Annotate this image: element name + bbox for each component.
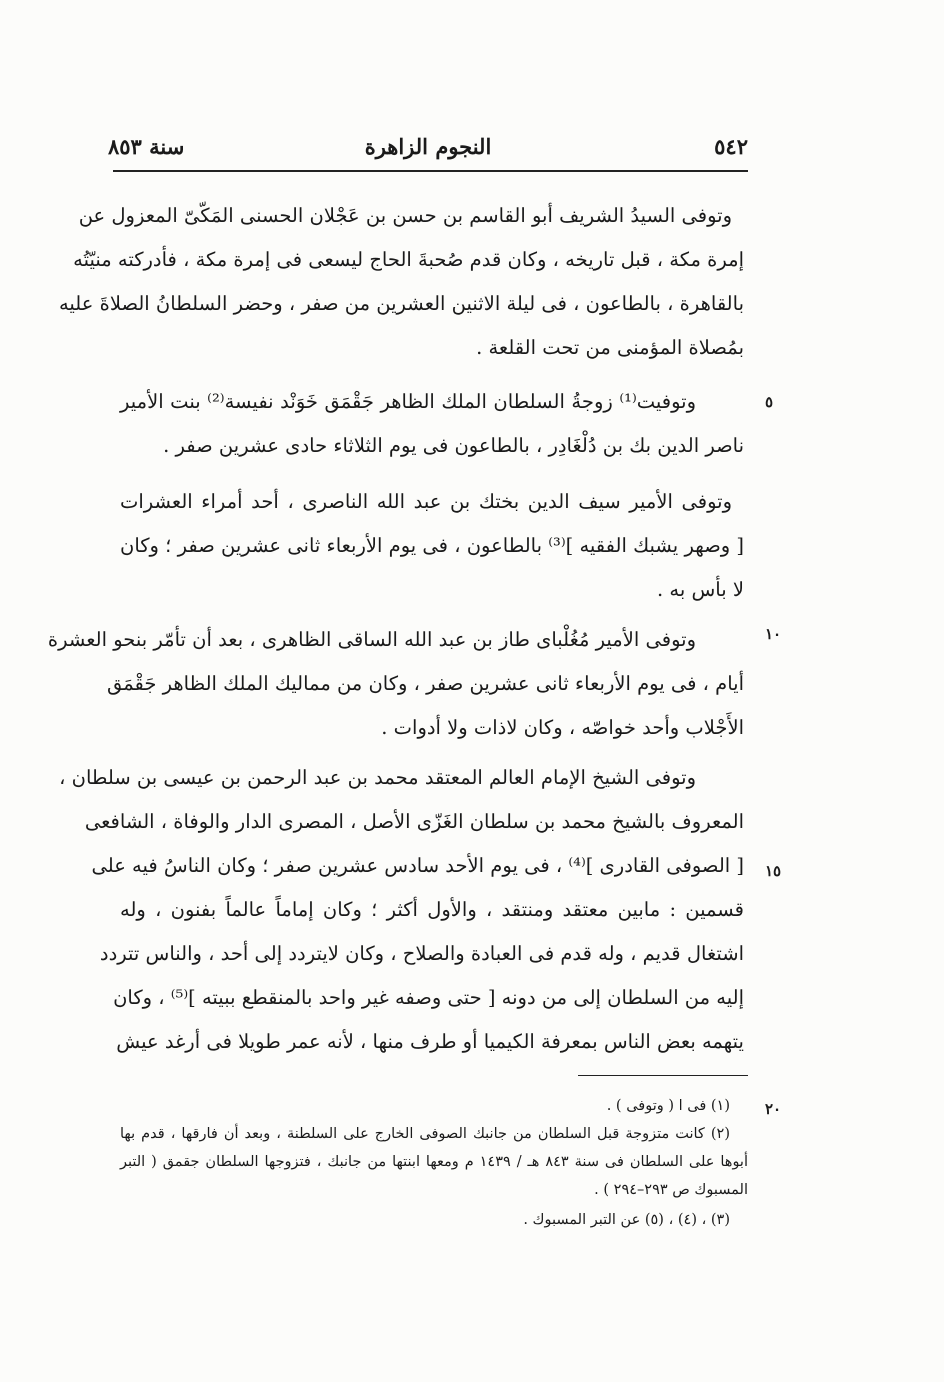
paragraph [106, 662, 744, 750]
footnote [120, 1206, 730, 1234]
page-number: ٥٤٢ [714, 134, 748, 159]
paragraph [84, 800, 744, 1064]
paragraph [120, 424, 744, 468]
paragraph [120, 380, 696, 424]
running-title: النجوم الزاهرة [364, 134, 492, 159]
margin-line-number: ٥ [765, 393, 774, 411]
paragraph [78, 194, 732, 238]
running-year: سنة ٨٥٣ [108, 134, 185, 159]
margin-line-number: ١٥ [765, 862, 782, 880]
text-line: إمرة مكة ، قبل تاريخه ، وكان قدم صُحبةَ الحاج ليسعى فى إمرة مكة ، فأدركته منيّتُه [73, 248, 744, 271]
text-line: [ وصهر يشبك الفقيه ]⁽³⁾ بالطاعون ، فى يوم الأربعاء ثانى عشرين صفر ؛ وكان [120, 534, 744, 557]
page-header [108, 134, 748, 164]
text-line: [ الصوفى القادرى ]⁽⁴⁾ ، فى يوم الأحد سادس عشرين صفر ؛ وكان الناسُ فيه على [91, 854, 744, 877]
margin-line-number: ٢٠ [765, 1100, 782, 1118]
text-line: وتوفى الأمير سيف الدين بختك بن عبد الله الناصرى ، أحد أمراء العشرات [120, 490, 732, 513]
text-line: الأَجْلاب وأحد خواصّه ، وكان لاذات ولا أدوات . [381, 716, 744, 739]
text-line: إليه من السلطان إلى من دونه [ حتى وصفه غير واحد بالمنقطع ببيته ]⁽⁵⁾ ، وكان [113, 986, 744, 1009]
footnote-line: (٢) كانت متزوجة قبل السلطان من جانبك الصوفى الخارج على السلطنة ، وبعد أن فارقها ، قدم بها [120, 1126, 730, 1142]
footnote-line: (٣) ، (٤) ، (٥) عن التبر المسبوك . [523, 1212, 730, 1228]
footnote-rule [578, 1075, 748, 1076]
text-line: وتوفيت⁽¹⁾ زوجةُ السلطان الملك الظاهر جَقْمَق خَوَنْد نفيسة⁽²⁾ بنت الأمير [120, 390, 696, 413]
footnote-line: المسبوك ص ٢٩٣–٢٩٤ ) . [594, 1182, 748, 1198]
paragraph [120, 524, 744, 612]
paragraph [59, 756, 696, 800]
text-line: لا بأس به . [657, 578, 744, 601]
paragraph [58, 238, 744, 370]
text-line: يتهمه بعض الناس بمعرفة الكيميا أو طرف منها ، لأنه عمر طويلا فى أرغد عيش [116, 1030, 744, 1053]
text-line: قسمين : مابين معتقد ومنتقد ، والأول أكثر ؛ وكان إماماً عالماً بفنون ، وله [120, 898, 744, 921]
footnote-line: (١) فى ا ( وتوفى ) . [606, 1098, 730, 1114]
paragraph [47, 618, 696, 662]
footnote-line: أبوها على السلطان فى سنة ٨٤٣ هـ / ١٤٣٩ م ومعها ابنتها من جانبك ، فتزوجها السلطان جقمق ( التبر [120, 1154, 748, 1170]
footnote [120, 1148, 748, 1204]
text-line: وتوفى السيدُ الشريف أبو القاسم بن حسن بن عَجْلان الحسنى المَكّىّ المعزول عن [78, 204, 732, 227]
text-line: وتوفى الشيخ الإمام العالم المعتقد محمد بن عبد الرحمن بن عيسى بن سلطان ، [59, 766, 696, 789]
margin-line-number: ١٠ [765, 625, 782, 643]
text-line: المعروف بالشيخ محمد بن سلطان الغَزّى الأصل ، المصرى الدار والوفاة ، الشافعى [84, 810, 744, 833]
text-line: وتوفى الأمير مُغُلْباى طاز بن عبد الله الساقى الظاهرى ، بعد أن تأمّر بنحو العشرة [47, 628, 696, 651]
text-line: بالقاهرة ، بالطاعون ، فى ليلة الاثنين العشرين من صفر ، وحضر السلطانُ الصلاةَ عليه [58, 292, 744, 315]
paragraph [120, 480, 732, 524]
text-line: أيام ، فى يوم الأربعاء ثانى عشرين صفر ، وكان من مماليك الملك الظاهر جَقْمَق [106, 672, 744, 695]
text-line: اشتغال قديم ، وله قدم فى العبادة والصلاح ، وكان لايتردد إلى أحد ، والناس تتردد [99, 942, 744, 965]
text-line: بمُصلاة المؤمنى من تحت القلعة . [476, 336, 744, 359]
header-rule [113, 170, 748, 172]
footnote [120, 1092, 730, 1148]
text-line: ناصر الدين بك بن دُلْغَادِر ، بالطاعون فى يوم الثلاثاء حادى عشرين صفر . [163, 434, 744, 457]
